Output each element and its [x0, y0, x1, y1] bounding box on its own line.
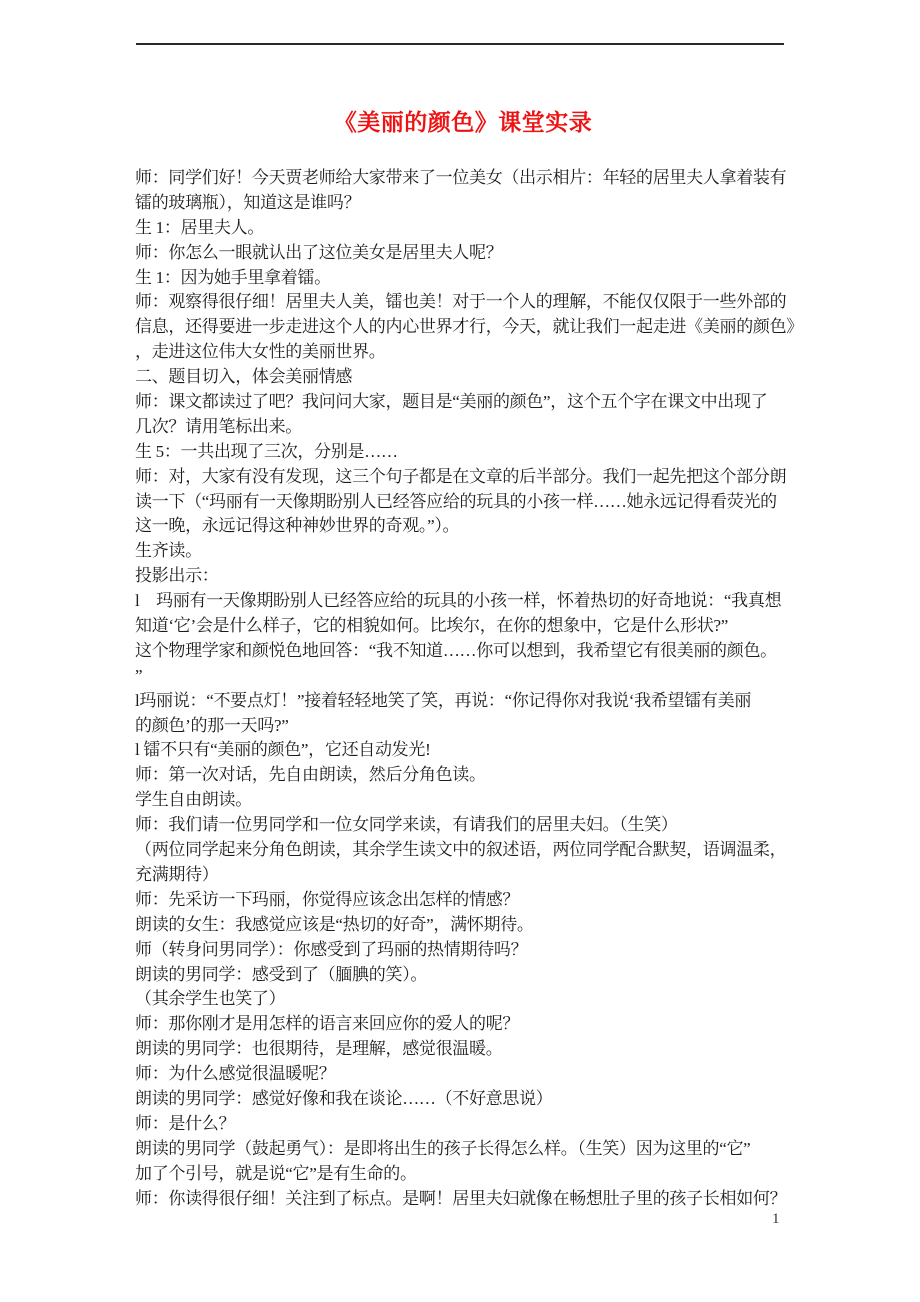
document-line: 师（转身问男同学）：你感受到了玛丽的热情期待吗？: [135, 939, 528, 959]
document-line: 师：那你刚才是用怎样的语言来回应你的爱人的呢？: [135, 1014, 520, 1034]
document-line: 师：是什么？: [135, 1113, 236, 1133]
document-line: 镭的玻璃瓶），知道这是谁吗？: [135, 192, 361, 212]
document-line: l 镭不只有“美丽的颜色”，它还自动发光!: [135, 740, 431, 760]
document-title: 《美丽的颜色》课堂实录: [333, 110, 593, 135]
document-line: 信息，还得要进一步走进这个人的内心世界才行，今天，就让我们一起走进《美丽的颜色》: [135, 317, 803, 337]
document-line: 师：为什么感觉很温暖呢？: [135, 1064, 336, 1084]
header-rule: [136, 43, 784, 45]
document-line: l 玛丽有一天像期盼别人已经答应给的玩具的小孩一样，怀着热切的好奇地说：“我真想: [135, 591, 782, 611]
document-line: ”: [135, 665, 143, 685]
document-line: 学生自由朗读。: [135, 790, 252, 810]
document-line: 师：第一次对话，先自由朗读，然后分角色读。: [135, 765, 486, 785]
document-line: 投影出示：: [135, 566, 219, 586]
document-line: 充满期待）: [135, 864, 219, 884]
document-line: 师：先采访一下玛丽，你觉得应该念出怎样的情感？: [135, 889, 520, 909]
document-line: 朗读的女生：我感觉应该是“热切的好奇”，满怀期待。: [135, 914, 534, 934]
document-line: 生 5：一共出现了三次，分别是……: [135, 441, 398, 461]
document-line: l玛丽说：“不要点灯！”接着轻轻地笑了笑，再说：“你记得你对我说‘我希望镭有美丽: [135, 690, 752, 710]
document-line: 这一晚，永远记得这种神妙世界的奇观。”）。: [135, 516, 460, 536]
document-line: ，走进这位伟大女性的美丽世界。: [135, 342, 386, 362]
document-line: 师：观察得很仔细！居里夫人美，镭也美！对于一个人的理解，不能仅仅限于一些外部的: [135, 292, 787, 312]
document-line: 的颜色’的那一天吗?”: [135, 715, 289, 735]
document-line: 朗读的男同学：感觉好像和我在谈论……（不好意思说）: [135, 1088, 553, 1108]
document-line: 师：对，大家有没有发现，这三个句子都是在文章的后半部分。我们一起先把这个部分朗: [135, 466, 787, 486]
document-line: 朗读的男同学（鼓起勇气）：是即将出生的孩子长得怎么样。（生笑）因为这里的“它”: [135, 1138, 751, 1158]
document-line: 读一下（“玛丽有一天像期盼别人已经答应给的玩具的小孩一样……她永远记得看荧光的: [135, 491, 777, 511]
document-line: （其余学生也笑了）: [135, 989, 286, 1009]
document-body: [135, 166, 803, 1211]
document-line: 加了个引号，就是说“它”是有生命的。: [135, 1163, 417, 1183]
document-line: 生齐读。: [135, 541, 202, 561]
document-line: 师：你读得很仔细！关注到了标点。是啊！居里夫妇就像在畅想肚子里的孩子长相如何？: [135, 1188, 787, 1208]
document-line: 师：你怎么一眼就认出了这位美女是居里夫人呢？: [135, 242, 503, 262]
document-line: 知道‘它’会是什么样子，它的相貌如何。比埃尔，在你的想象中，它是什么形状?”: [135, 616, 729, 636]
document-line: （两位同学起来分角色朗读，其余学生读文中的叙述语，两位同学配合默契，语调温柔，: [135, 840, 787, 860]
document-line: 生 1：居里夫人。: [135, 217, 265, 237]
document-line: 师：课文都读过了吧？我问问大家，题目是“美丽的颜色”，这个五个字在课文中出现了: [135, 392, 768, 412]
document-line: 师：我们请一位男同学和一位女同学来读，有请我们的居里夫妇。（生笑）: [135, 815, 678, 835]
document-line: 朗读的男同学：也很期待，是理解，感觉很温暖。: [135, 1039, 503, 1059]
document-line: 二、题目切入，体会美丽情感: [135, 367, 353, 387]
document-line: 这个物理学家和颜悦色地回答：“我不知道……你可以想到，我希望它有很美丽的颜色。: [135, 640, 777, 660]
page-number: 1: [772, 1211, 780, 1227]
document-line: 朗读的男同学：感受到了（腼腆的笑）。: [135, 964, 428, 984]
document-line: 几次？请用笔标出来。: [135, 416, 302, 436]
document-line: 生 1：因为她手里拿着镭。: [135, 267, 331, 287]
document-line: 师：同学们好！今天贾老师给大家带来了一位美女（出示相片：年轻的居里夫人拿着装有: [135, 168, 787, 187]
